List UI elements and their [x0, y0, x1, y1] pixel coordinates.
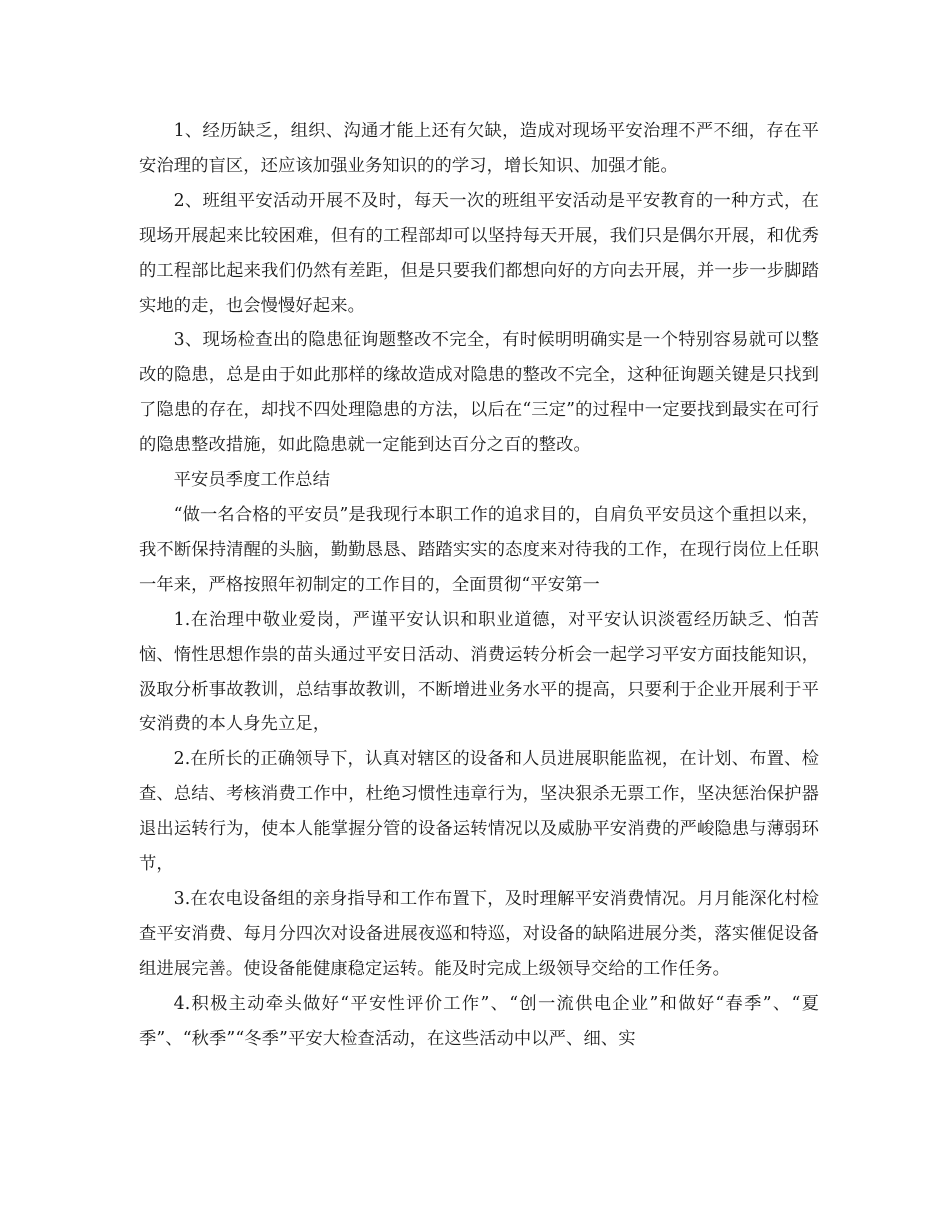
paragraph-item-1: 1.在治理中敬业爱岗，严谨平安认识和职业道德，对平安认识淡雹经历缺乏、怕苦恼、惰性思想作祟的苗头通过平安日活动、消费运转分析会一起学习平安方面技能知识，汲取分析事故教训，总结事故教训，不断增进业务水平的提高，只要利于企业开展利于平安消费的本人身先立足，	[139, 609, 819, 735]
paragraph-hazard-rectification: 3、现场检查出的隐患征询题整改不完全，有时候明明确实是一个特别容易就可以整改的隐患，总是由于如此那样的缘故造成对隐患的整改不完全，这种征询题关键是只找到了隐患的存在，却找不四处理隐患的方法，以后在“三定”的过程中一定要找到最实在可行的隐患整改措施，如此隐患就一定能到达百分之百的整改。	[139, 330, 819, 456]
document-page	[139, 114, 819, 1056]
paragraph-lack-of-experience: 1、经历缺乏，组织、沟通才能上还有欠缺，造成对现场平安治理不严不细，存在平安治理的盲区，还应该加强业务知识的的学习，增长知识、加强才能。	[139, 121, 819, 176]
section-heading: 平安员季度工作总结	[173, 470, 331, 491]
paragraph-item-3: 3.在农电设备组的亲身指导和工作布置下，及时理解平安消费情况。月月能深化村检查平安消费、每月分四次对设备进展夜巡和特巡，对设备的缺陷进展分类，落实催促设备组进展完善。使设备能健康稳定运转。能及时完成上级领导交给的工作任务。	[139, 888, 819, 979]
paragraph-intro: “做一名合格的平安员”是我现行本职工作的追求目的，自肩负平安员这个重担以来，我不断保持清醒的头脑，勤勤恳恳、踏踏实实的态度来对待我的工作，在现行岗位上任职一年来，严格按照年初制定的工作目的，全面贯彻“平安第一	[139, 504, 819, 595]
paragraph-item-4: 4.积极主动牵头做好“平安性评价工作”、“创一流供电企业”和做好“春季”、“夏季”、“秋季”“冬季”平安大检查活动，在这些活动中以严、细、实	[139, 993, 819, 1049]
paragraph-item-2: 2.在所长的正确领导下，认真对辖区的设备和人员进展职能监视，在计划、布置、检查、总结、考核消费工作中，杜绝习惯性违章行为，坚决狠杀无票工作，坚决惩治保护器退出运转行为，使本人能掌握分管的设备运转情况以及威胁平安消费的严峻隐患与薄弱环节，	[139, 749, 819, 875]
paragraph-team-safety-activities: 2、班组平安活动开展不及时，每天一次的班组平安活动是平安教育的一种方式，在现场开展起来比较困难，但有的工程部却可以坚持每天开展，我们只是偶尔开展，和优秀的工程部比起来我们仍然有差距，但是只要我们都想向好的方向去开展，并一步一步脚踏实地的走，也会慢慢好起来。	[139, 190, 819, 316]
